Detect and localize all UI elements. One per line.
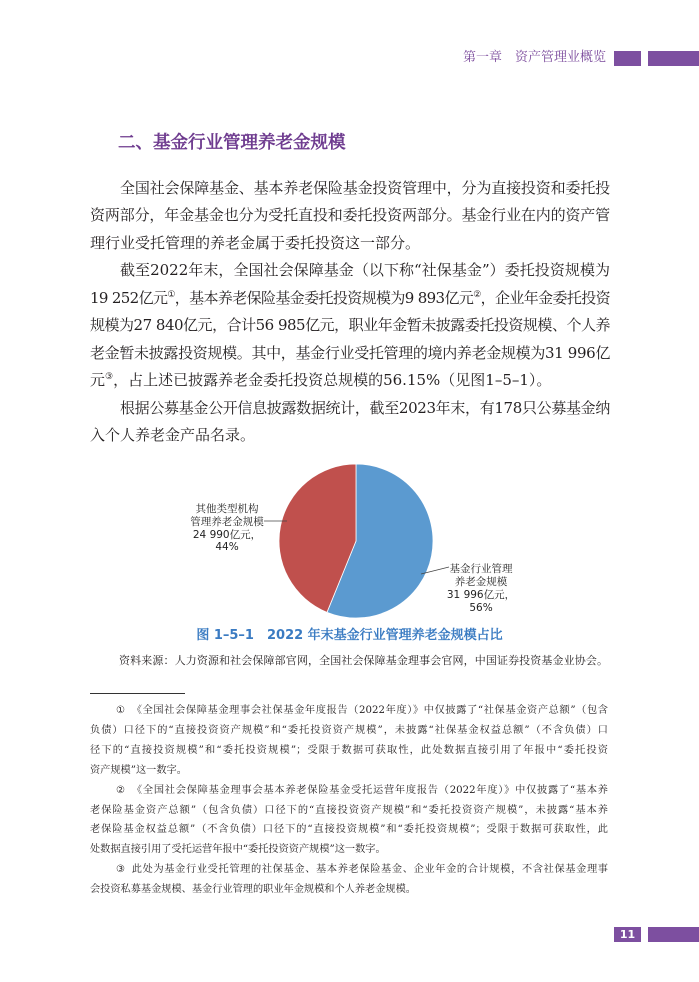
footnote-line: 老保险基金资产总额”（包含负债）口径下的“直接投资资产规模”和“委托投资资产规模”，未披露“基本养 bbox=[90, 804, 608, 816]
text-segment: 19 252亿元 bbox=[90, 288, 168, 307]
pie-label-percent: 56% bbox=[469, 602, 493, 614]
paragraph-line: 规模为27 840亿元，合计56 985亿元，职业年金暂未披露委托投资规模、个人养 bbox=[90, 316, 610, 334]
footnote-2 bbox=[90, 781, 608, 861]
footnote-1 bbox=[90, 701, 608, 781]
header-accent-bar bbox=[648, 51, 699, 66]
footer-accent-bar bbox=[648, 927, 699, 942]
paragraph-line: 老金暂未披露投资规模。其中，基金行业受托管理的境内养老金规模为31 996亿 bbox=[90, 343, 610, 362]
footnote-separator bbox=[90, 693, 185, 694]
paragraph-line: 入个人养老金产品名录。 bbox=[90, 426, 256, 444]
pie-label-other bbox=[190, 502, 264, 553]
page-number: 11 bbox=[614, 927, 641, 942]
text-segment: 《全国社会保障基金理事会基本养老保险基金受托运营年度报告（2022年度）》中仅披露了“基本养 bbox=[131, 784, 608, 796]
text-segment: 《全国社会保障基金理事会社保基金年度报告（2022年度）》中仅披露了“社保基金资产总额”（包含 bbox=[131, 705, 608, 716]
pie-slices bbox=[279, 464, 433, 618]
paragraph-line: 全国社会保障基金、基本养老保险基金投资管理中，分为直接投资和委托投 bbox=[120, 178, 610, 197]
header-accent-bar bbox=[614, 51, 641, 66]
footnote-3 bbox=[90, 860, 608, 900]
paragraph-3 bbox=[90, 395, 610, 450]
footnote-marker: ① bbox=[116, 705, 126, 716]
figure-caption: 图 1–5–1 2022 年末基金行业管理养老金规模占比 bbox=[196, 628, 503, 643]
body-text bbox=[90, 175, 610, 450]
footnote-line: 负债）口径下的“直接投资资产规模”和“委托投资资产规模”，未披露“社保基金权益总额”（不含负债）口 bbox=[90, 724, 608, 736]
text-segment: 元 bbox=[90, 371, 106, 389]
paragraph-line: 根据公募基金公开信息披露数据统计，截至2023年末，有178只公募基金纳 bbox=[120, 398, 610, 417]
paragraph-line: 截至2022年末，全国社会保障基金（以下称“社保基金”）委托投资规模为 bbox=[120, 261, 610, 279]
footnote-ref-1: ① bbox=[167, 289, 175, 300]
pie-label-percent: 44% bbox=[215, 541, 239, 553]
footnote-line: 径下的“直接投资规模”和“委托投资规模”；受限于数据可获取性，此处数据直接引用了年报中“委托投资 bbox=[90, 744, 608, 756]
footnote-line bbox=[90, 701, 608, 721]
pie-label-text: 管理养老金规模 bbox=[190, 516, 264, 528]
footnote-ref-2: ② bbox=[473, 289, 481, 300]
paragraph-2 bbox=[90, 257, 610, 395]
text-segment: ，企业年金委托投资 bbox=[480, 288, 611, 307]
footnote-line bbox=[90, 860, 608, 880]
text-segment: ，占上述已披露养老金委托投资总规模的56.15%（见图1–5–1）。 bbox=[113, 371, 552, 389]
pie-label-value: 24 990亿元， bbox=[192, 529, 262, 541]
running-header-chapter-title: 第一章 资产管理业概览 bbox=[462, 50, 606, 65]
paragraph-line bbox=[90, 367, 610, 395]
footnotes bbox=[90, 701, 608, 900]
pie-label-value: 31 996亿元， bbox=[446, 589, 516, 601]
footnote-line: 老保险基金权益总额”（不含负债）口径下的“直接投资规模”和“委托投资规模”；受限于数据可获取性，此 bbox=[90, 824, 608, 836]
paragraph-line: 理行业受托管理的养老金属于委托投资这一部分。 bbox=[90, 233, 421, 252]
paragraph-line bbox=[90, 285, 610, 313]
footnote-marker: ② bbox=[116, 784, 126, 796]
pie-label-text: 其他类型机构 bbox=[195, 503, 259, 515]
pie-label-text: 基金行业管理 bbox=[449, 563, 513, 575]
section-title: 二、基金行业管理养老金规模 bbox=[118, 133, 346, 153]
footnote-ref-3: ③ bbox=[105, 372, 114, 382]
pie-label-text: 养老金规模 bbox=[454, 576, 508, 588]
footnote-line: 会投资私募基金规模、基金行业管理的职业年金规模和个人养老金规模。 bbox=[90, 884, 416, 896]
paragraph-line: 资两部分，年金基金也分为受托直投和委托投资两部分。基金行业在内的资产管 bbox=[90, 206, 610, 224]
footnote-line: 处数据直接引用了受托运营年报中“委托投资资产规模”这一数字。 bbox=[90, 844, 386, 856]
paragraph-1 bbox=[90, 175, 610, 258]
footnote-marker: ③ bbox=[116, 864, 126, 876]
pie-label-fund-industry bbox=[447, 562, 515, 614]
footnote-line: 资产规模”这一数字。 bbox=[90, 764, 187, 776]
figure-source: 资料来源：人力资源和社会保障部官网，全国社会保障基金理事会官网，中国证券投资基金业协会。 bbox=[119, 654, 608, 667]
text-segment: 此处为基金行业受托管理的社保基金、基本养老保险基金、企业年金的合计规模，不含社保基金理事 bbox=[131, 864, 608, 876]
pie-chart bbox=[150, 455, 550, 625]
footnote-line bbox=[90, 781, 608, 801]
text-segment: ，基本养老保险基金委托投资规模为9 893亿元 bbox=[174, 288, 474, 307]
